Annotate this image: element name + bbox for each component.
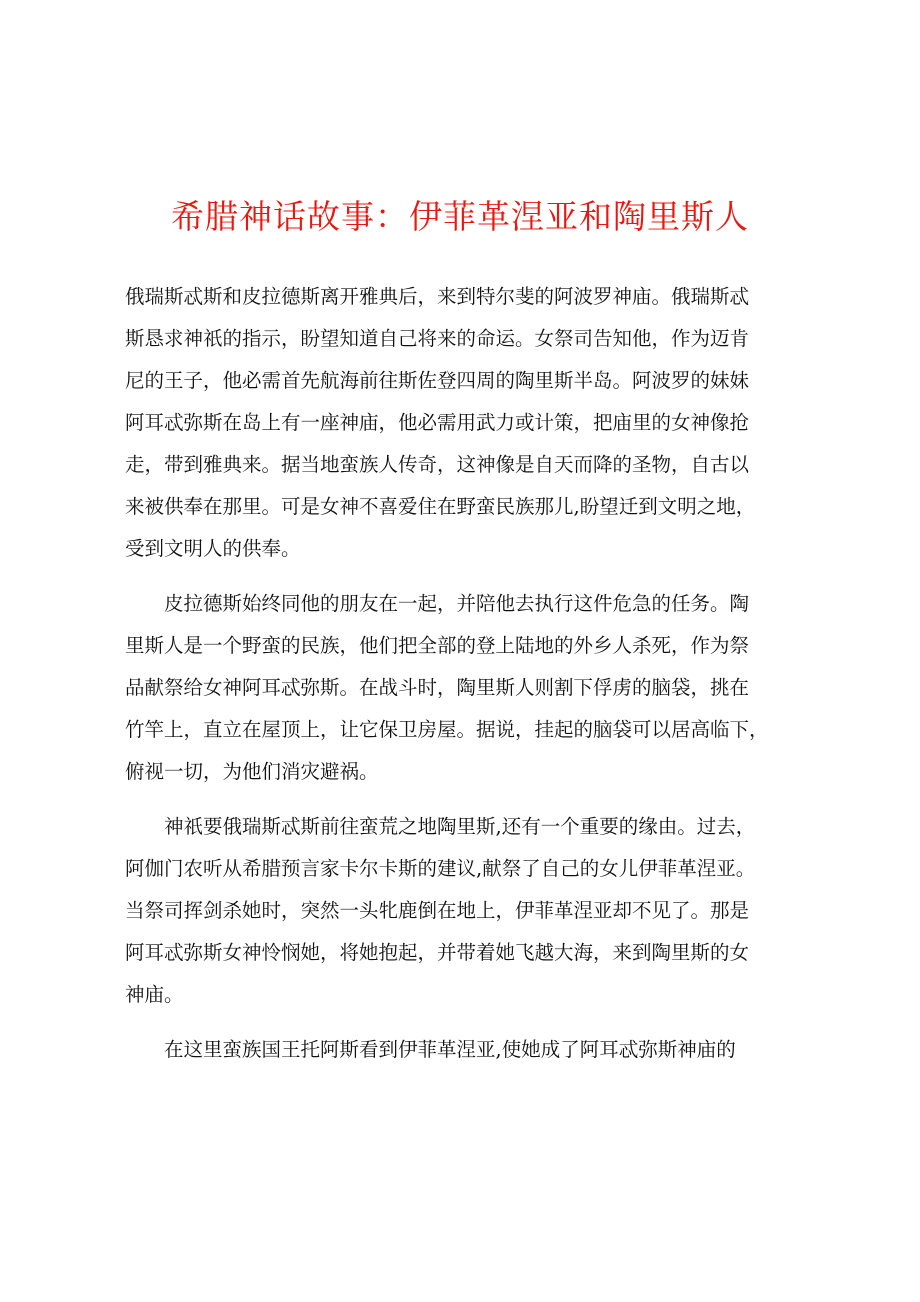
- paragraph-line: 当祭司挥剑杀她时，突然一头牝鹿倒在地上，伊菲革涅亚却不见了。那是: [125, 899, 750, 922]
- paragraph-line: 竹竿上，直立在屋顶上，让它保卫房屋。据说，挂起的脑袋可以居高临下，: [125, 718, 769, 741]
- paragraph-line: 阿伽门农听从希腊预言家卡尔卡斯的建议,献祭了自己的女儿伊菲革涅亚。: [125, 857, 756, 880]
- paragraph-line: 皮拉德斯始终同他的朋友在一起，并陪他去执行这件危急的任务。陶: [164, 592, 750, 615]
- document-body: [125, 276, 820, 1084]
- paragraph-line: 俄瑞斯忒斯和皮拉德斯离开雅典后，来到特尔斐的阿波罗神庙。俄瑞斯忒: [125, 285, 750, 308]
- paragraph-line: 斯恳求神祇的指示，盼望知道自己将来的命运。女祭司告知他，作为迈肯: [125, 327, 750, 350]
- paragraph-line: 走，带到雅典来。据当地蛮族人传奇，这神像是自天而降的圣物，自古以: [125, 453, 750, 476]
- paragraph-line: 品献祭给女神阿耳忒弥斯。在战斗时，陶里斯人则割下俘虏的脑袋，挑在: [125, 676, 750, 699]
- paragraph-line: 尼的王子，他必需首先航海前往斯佐登四周的陶里斯半岛。阿波罗的妹妹: [125, 369, 750, 392]
- paragraph-line: 神祇要俄瑞斯忒斯前往蛮荒之地陶里斯,还有一个重要的缘由。过去，: [164, 815, 756, 838]
- paragraph-line: 阿耳忒弥斯在岛上有一座神庙，他必需用武力或计策，把庙里的女神像抢: [125, 411, 750, 434]
- paragraph-line: 俯视一切，为他们消灾避祸。: [125, 760, 379, 783]
- paragraph-1: [125, 276, 820, 570]
- paragraph-line: 里斯人是一个野蛮的民族，他们把全部的登上陆地的外乡人杀死，作为祭: [125, 634, 750, 657]
- paragraph-line: 受到文明人的供奉。: [125, 537, 301, 560]
- document-title: 希腊神话故事：伊菲革涅亚和陶里斯人: [171, 197, 749, 236]
- paragraph-line: 神庙。: [125, 983, 184, 1006]
- paragraph-3: [125, 806, 820, 1016]
- paragraph-2: [125, 583, 820, 793]
- paragraph-4: [125, 1029, 820, 1071]
- paragraph-line: 来被供奉在那里。可是女神不喜爱住在野蛮民族那儿,盼望迁到文明之地，: [125, 495, 756, 518]
- paragraph-line: 阿耳忒弥斯女神怜悯她，将她抱起，并带着她飞越大海，来到陶里斯的女: [125, 941, 750, 964]
- paragraph-line: 在这里蛮族国王托阿斯看到伊菲革涅亚,使她成了阿耳忒弥斯神庙的: [164, 1038, 736, 1061]
